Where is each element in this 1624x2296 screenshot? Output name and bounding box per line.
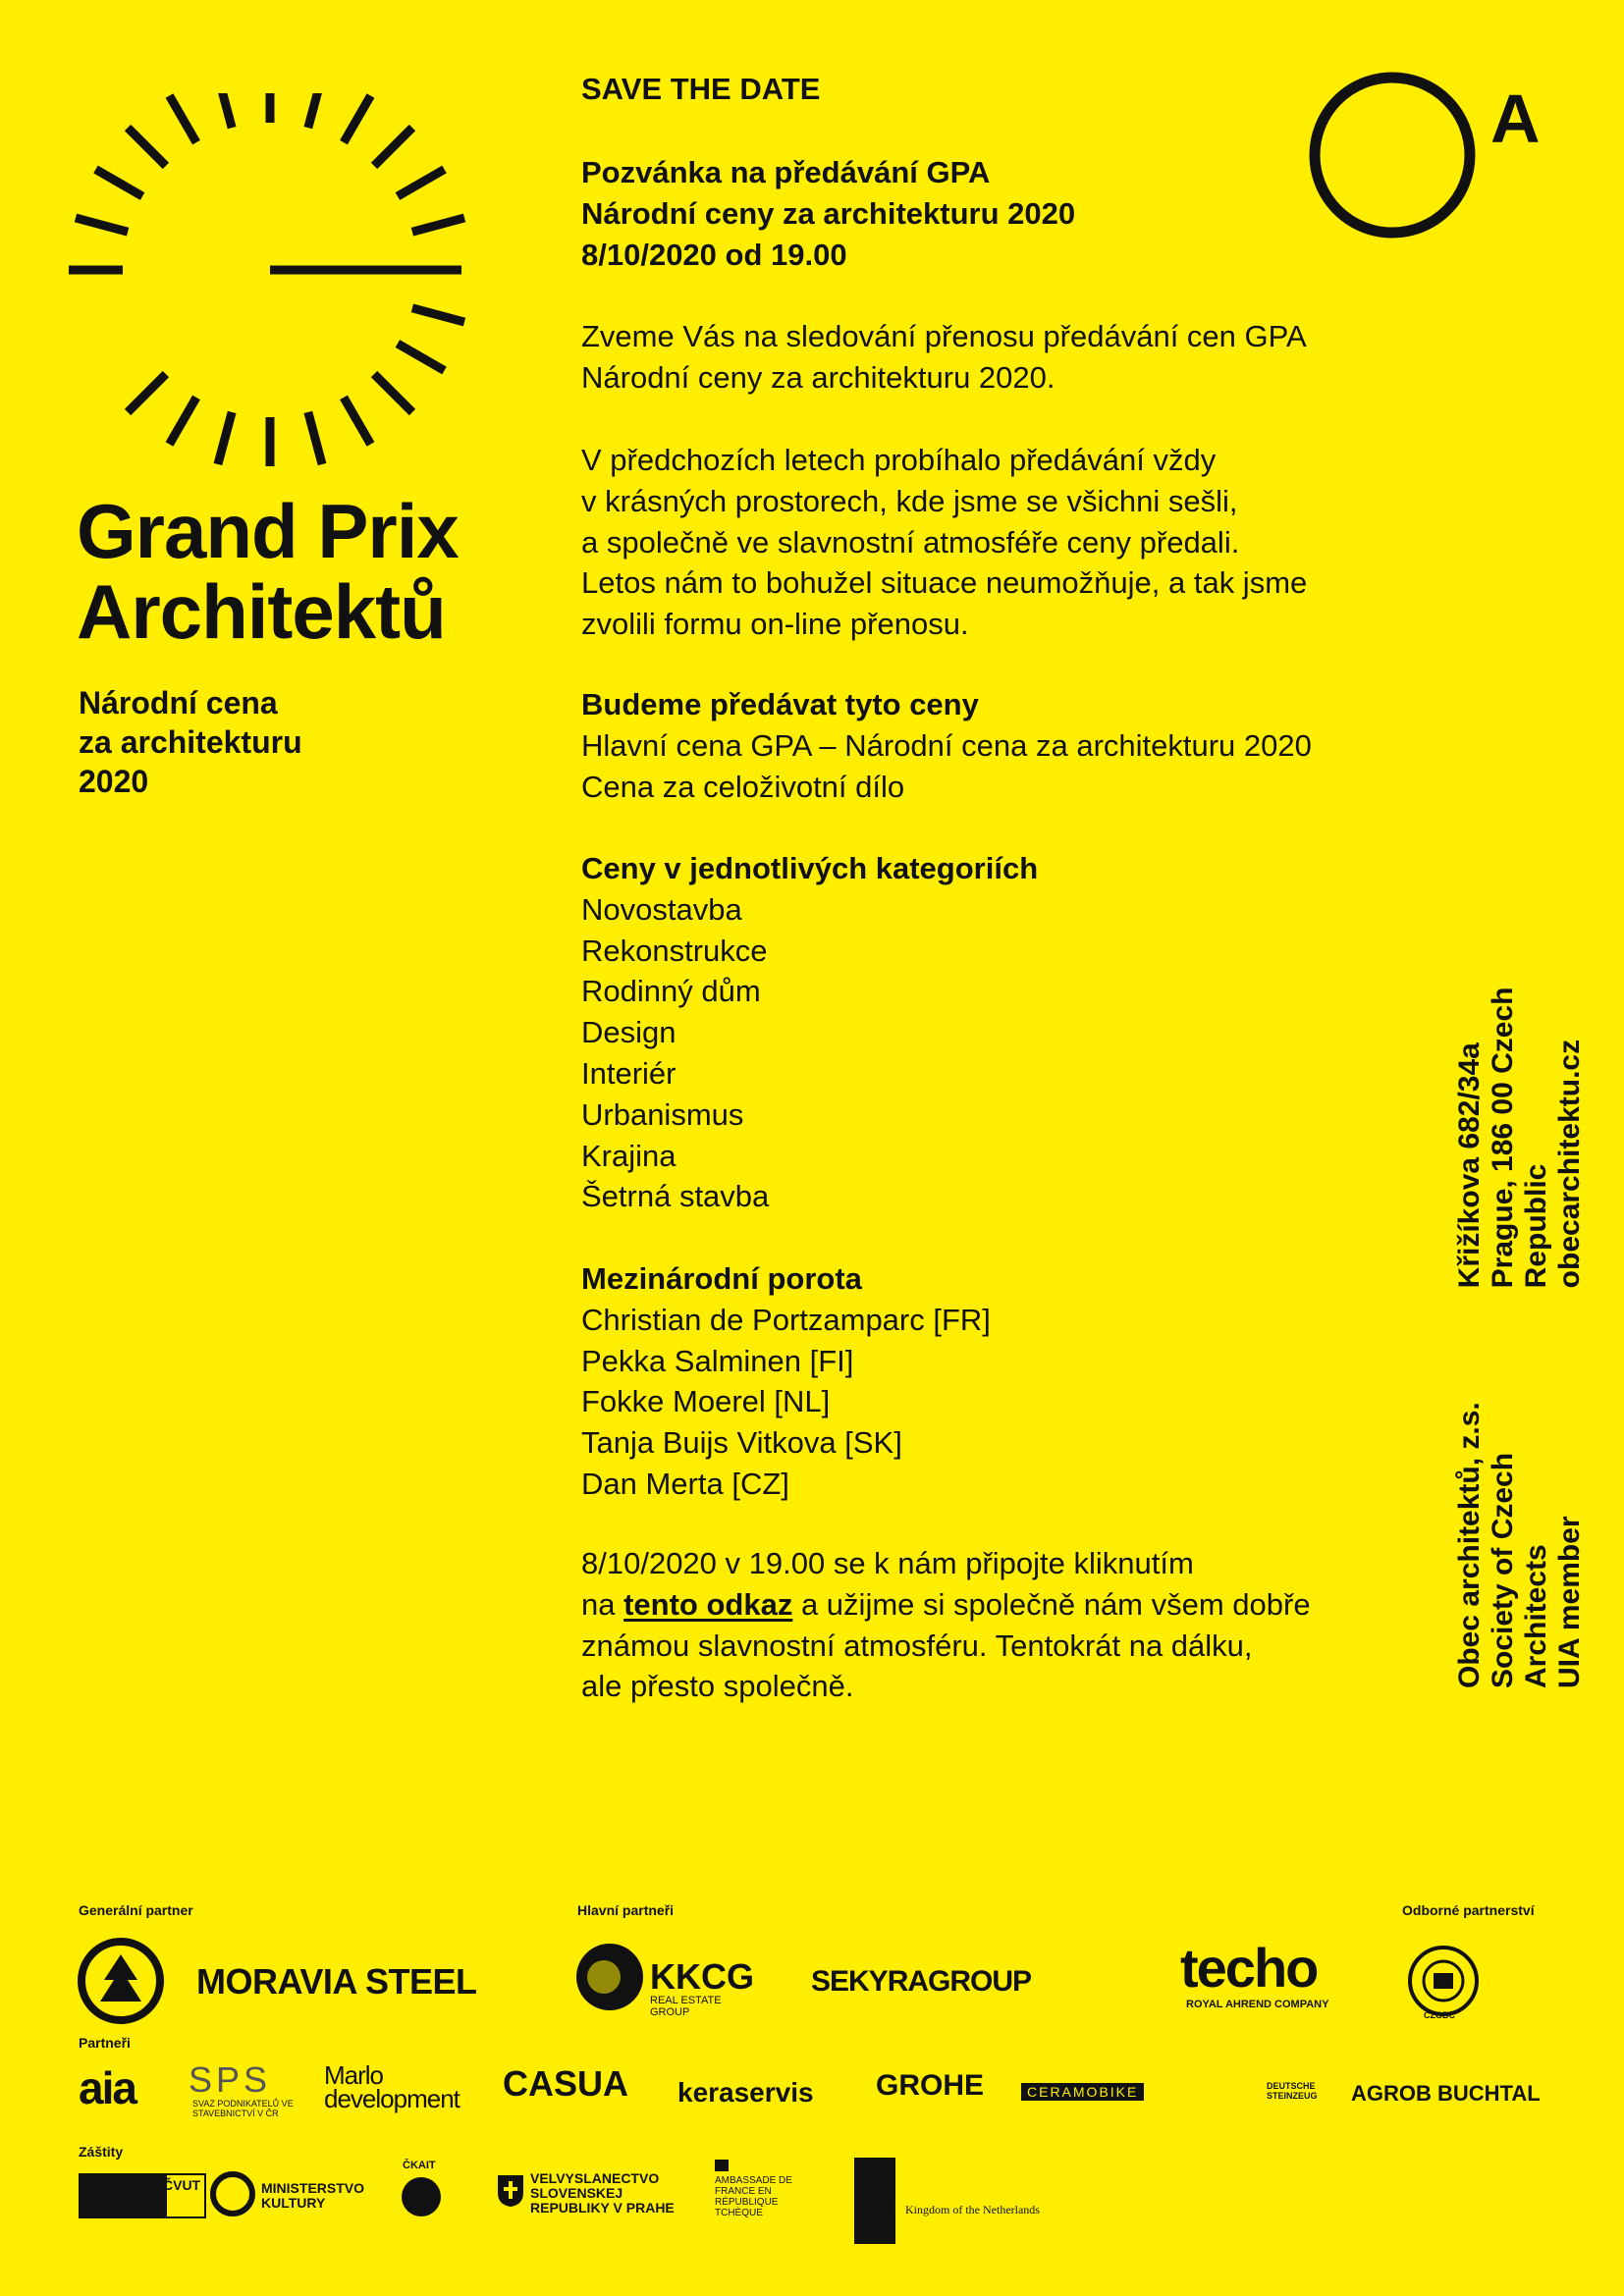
sun-ray bbox=[76, 218, 128, 232]
prizes-heading: Budeme předávat tyto ceny bbox=[581, 687, 979, 721]
postal-address bbox=[1453, 883, 1587, 1288]
intro-line: V předchozích letech probíhalo předávání vždy bbox=[581, 443, 1217, 477]
address-line: UIA member bbox=[1553, 1516, 1586, 1688]
cta-text: na bbox=[581, 1586, 624, 1622]
subtitle-line1: Národní cena bbox=[79, 685, 278, 721]
address-line: Obec architektů, z.s. bbox=[1453, 1402, 1486, 1688]
address-line: Society of Czech Architects bbox=[1487, 1452, 1552, 1688]
kkcg-logo: KKCG bbox=[650, 1956, 754, 1997]
sun-ray bbox=[412, 308, 464, 322]
address-block bbox=[1453, 883, 1624, 1688]
sun-ray bbox=[344, 95, 371, 142]
invitation-line1: Pozvánka na předávání GPA bbox=[581, 155, 991, 189]
intro-paragraph-2 bbox=[581, 440, 1406, 645]
sun-ray bbox=[170, 398, 197, 445]
sps-subtitle: SVAZ PODNIKATELŮ VE STAVEBNICTVÍ V ČR bbox=[192, 2099, 294, 2118]
kkcg-subtitle: REAL ESTATE GROUP bbox=[650, 1995, 722, 2018]
expert-partnership-label: Odborné partnerství bbox=[1402, 1902, 1535, 1918]
cta-paragraph bbox=[581, 1543, 1406, 1707]
oa-letter: A bbox=[1490, 80, 1541, 157]
netherlands-emblem-icon bbox=[854, 2158, 895, 2244]
list-item: Design bbox=[581, 1015, 677, 1050]
sps-logo: SPS bbox=[189, 2059, 272, 2100]
website: obecarchitektu.cz bbox=[1553, 1039, 1586, 1289]
grohe-logo: GROHE bbox=[876, 2069, 985, 2102]
page-title bbox=[77, 488, 459, 655]
sun-ray bbox=[412, 218, 464, 232]
partners-label: Partneři bbox=[79, 2035, 131, 2051]
invitation-date: 8/10/2020 od 19.00 bbox=[581, 237, 847, 272]
organization-info bbox=[1453, 1327, 1587, 1688]
slovak-coat-of-arms-icon bbox=[496, 2173, 525, 2209]
techo-logo: techo bbox=[1180, 1937, 1318, 1999]
slovak-embassy-logo: VELVYSLANECTVO SLOVENSKEJ REPUBLIKY V PRAHE bbox=[530, 2170, 675, 2216]
intro-line: a společně ve slavnostní atmosféře ceny předali. bbox=[581, 524, 1240, 560]
list-item: Urbanismus bbox=[581, 1096, 744, 1132]
ministry-culture-logo: MINISTERSTVO KULTURY bbox=[261, 2180, 365, 2211]
main-partners-label: Hlavní partneři bbox=[577, 1902, 675, 1918]
kkcg-emblem-icon bbox=[574, 1942, 645, 2012]
agrob-buchtal-logo: AGROB BUCHTAL bbox=[1351, 2081, 1541, 2106]
sun-ray bbox=[128, 374, 166, 412]
sun-ray bbox=[398, 344, 445, 371]
general-partner-label: Generální partner bbox=[79, 1902, 193, 1918]
list-item: Rekonstrukce bbox=[581, 933, 768, 968]
jury-heading: Mezinárodní porota bbox=[581, 1261, 862, 1296]
list-item: Hlavní cena GPA – Národní cena za architekturu 2020 bbox=[581, 727, 1312, 763]
subtitle bbox=[79, 683, 302, 801]
sun-ray bbox=[308, 412, 322, 464]
moravia-steel-logo: MORAVIA STEEL bbox=[196, 1961, 477, 2002]
sun-ray bbox=[344, 398, 371, 445]
address-line: Prague, 186 00 Czech Republic bbox=[1487, 987, 1552, 1289]
save-the-date: SAVE THE DATE bbox=[581, 72, 821, 106]
intro-line: v krásných prostorech, kde jsme se všichni sešli, bbox=[581, 483, 1238, 518]
address-line: Křižíkova 682/34a bbox=[1453, 1042, 1486, 1289]
keraservis-logo: keraservis bbox=[677, 2077, 814, 2108]
cvut-logo: ČVUT bbox=[157, 2173, 206, 2218]
list-item: Tanja Buijs Vitkova [SK] bbox=[581, 1425, 902, 1461]
cvut-emblem-icon bbox=[79, 2173, 167, 2218]
intro-line: Letos nám to bohužel situace neumožňuje, a tak jsme bbox=[581, 565, 1308, 601]
subtitle-line2: za architekturu bbox=[79, 724, 302, 760]
title-line2: Architektů bbox=[77, 568, 446, 655]
cta-line: známou slavnostní atmosféru. Tentokrát na dálku, bbox=[581, 1628, 1253, 1663]
list-item: Interiér bbox=[581, 1055, 677, 1091]
intro-line: zvolili formu on-line přenosu. bbox=[581, 607, 969, 642]
ministry-culture-icon bbox=[210, 2171, 255, 2216]
invitation-heading bbox=[581, 152, 1406, 275]
czgbc-emblem-icon bbox=[1406, 1944, 1481, 2018]
sun-ray bbox=[170, 95, 197, 142]
categories-heading: Ceny v jednotlivých kategoriích bbox=[581, 851, 1039, 885]
subtitle-line3: 2020 bbox=[79, 764, 149, 799]
list-item: Dan Merta [CZ] bbox=[581, 1466, 789, 1501]
marlo-logo: Marlo development bbox=[324, 2060, 460, 2113]
patronage-label: Záštity bbox=[79, 2144, 124, 2160]
intro-line: Zveme Vás na sledování přenosu předávání cen GPA bbox=[581, 319, 1307, 353]
list-item: Šetrná stavba bbox=[581, 1179, 770, 1214]
sun-ray bbox=[218, 93, 232, 128]
cta-line bbox=[581, 1584, 1406, 1626]
intro-line: Národní ceny za architekturu 2020. bbox=[581, 359, 1056, 395]
ckait-logo: ČKAIT bbox=[403, 2160, 436, 2171]
list-item: Rodinný dům bbox=[581, 974, 761, 1009]
ckait-emblem-icon bbox=[397, 2173, 446, 2220]
techo-subtitle: ROYAL AHREND COMPANY bbox=[1186, 1999, 1329, 2010]
france-flag-icon bbox=[715, 2160, 729, 2171]
moravia-steel-emblem-icon bbox=[77, 1937, 165, 2025]
cta-text: a užijme si společně nám všem dobře bbox=[792, 1586, 1311, 1622]
prizes-section bbox=[581, 684, 1406, 807]
sun-ray bbox=[374, 374, 412, 412]
sun-ray bbox=[128, 128, 166, 166]
cta-line: 8/10/2020 v 19.00 se k nám připojte kliknutím bbox=[581, 1546, 1194, 1580]
netherlands-logo: Kingdom of the Netherlands bbox=[905, 2203, 1040, 2216]
sekyra-group-logo: SEKYRAGROUP bbox=[811, 1965, 1032, 1998]
grand-prix-sun-logo bbox=[59, 93, 471, 466]
deutsche-steinzeug-logo: DEUTSCHE STEINZEUG bbox=[1267, 2081, 1318, 2101]
ceramobike-logo: CERAMOBIKE bbox=[1021, 2083, 1144, 2101]
oa-logo bbox=[1306, 69, 1561, 245]
list-item: Novostavba bbox=[581, 891, 742, 927]
sun-ray bbox=[398, 170, 445, 197]
cta-line: ale přesto společně. bbox=[581, 1669, 854, 1704]
french-embassy-logo: AMBASSADE DE FRANCE EN RÉPUBLIQUE TCHÈQUE bbox=[715, 2175, 792, 2218]
list-item: Cena za celoživotní dílo bbox=[581, 769, 905, 804]
sun-ray bbox=[218, 412, 232, 464]
invitation-line2: Národní ceny za architekturu 2020 bbox=[581, 195, 1076, 231]
categories-section bbox=[581, 848, 1406, 1217]
list-item: Pekka Salminen [FI] bbox=[581, 1343, 854, 1378]
stream-link[interactable]: tento odkaz bbox=[623, 1586, 793, 1622]
title-line1: Grand Prix bbox=[77, 488, 459, 574]
list-item: Christian de Portzamparc [FR] bbox=[581, 1302, 991, 1337]
sun-ray bbox=[95, 170, 142, 197]
casua-logo: CASUA bbox=[503, 2063, 629, 2104]
list-item: Fokke Moerel [NL] bbox=[581, 1384, 831, 1419]
czgbc-label: CZGBC bbox=[1424, 2010, 1455, 2020]
jury-section bbox=[581, 1258, 1406, 1505]
intro-paragraph-1 bbox=[581, 316, 1406, 399]
sun-ray bbox=[374, 128, 412, 166]
sun-ray bbox=[308, 93, 322, 128]
list-item: Krajina bbox=[581, 1138, 677, 1173]
aia-logo: aia bbox=[79, 2062, 135, 2113]
